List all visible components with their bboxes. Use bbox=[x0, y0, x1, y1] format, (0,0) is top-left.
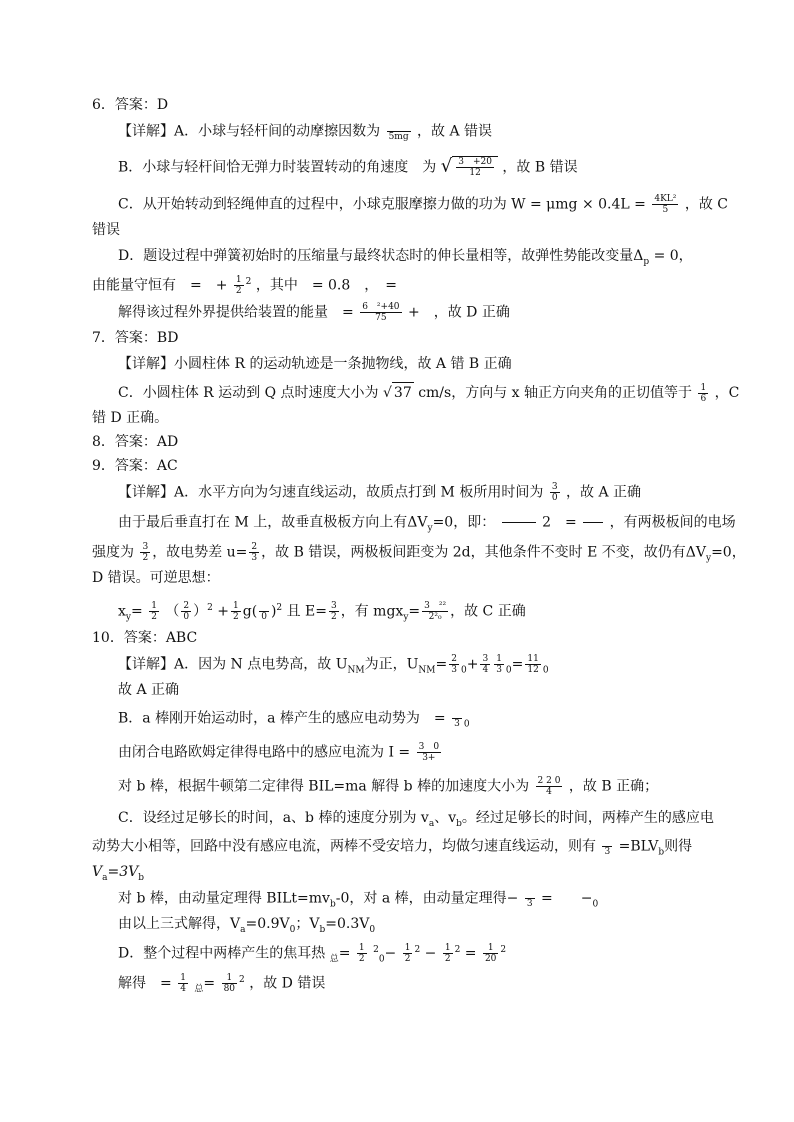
q10-line8-sub: a bbox=[102, 872, 108, 883]
q9-line5-frac2: $\frac{2}{0}$ bbox=[183, 601, 190, 623]
q9-line5a: x bbox=[118, 603, 126, 620]
q6-c-line2: 错误 bbox=[92, 222, 120, 238]
q10-line10-sub0: 0 bbox=[289, 924, 296, 935]
q10-line6-sub-a: a bbox=[428, 818, 435, 829]
q6-a-text: 【详解】A．小球与轻杆间的动摩擦因数为 bbox=[118, 123, 381, 140]
q9-line1a: 【详解】A．水平方向为匀速直线运动，故质点打到 M 板所用时间为 bbox=[118, 484, 544, 501]
q9-line3-sub: y bbox=[705, 553, 712, 564]
q9-line5g: ) bbox=[270, 603, 277, 620]
q9-line2a: 由于最后垂直打在 M 上，故垂直极板方向上有ΔV bbox=[118, 514, 428, 531]
q6-b-tail: ，故 B 错误 bbox=[502, 159, 578, 176]
q6-d-tail: = 0， bbox=[653, 248, 693, 264]
q7-fraction: $\frac{1}{6}$ bbox=[700, 382, 707, 404]
q9-line2 bbox=[118, 512, 736, 538]
q10-line5 bbox=[118, 776, 658, 797]
q10-line5-text: 对 b 棒，根据牛顿第二定律得 BIL=ma 解得 b 棒的加速度大小为 bbox=[118, 778, 530, 795]
q7-line2c: ，C bbox=[714, 385, 740, 401]
q6-c-text: C．从开始转动到轻绳伸直的过程中，小球克服摩擦力做的功为 W = μmg × 0.4L = bbox=[118, 196, 646, 213]
q10-line10-sub: a bbox=[240, 924, 246, 935]
q9-line3c: ，故 B 错误，两极板间距变为 2d，其他条件不变时 E 不变，故仍有ΔV bbox=[261, 544, 706, 561]
q6-a-line bbox=[118, 121, 492, 142]
q9-line3-fraction2: $\frac{2}{3}$ bbox=[251, 542, 258, 563]
q6-b-text: B．小球与轻杆间恰无弹力时装置转动的角速度 为 bbox=[118, 159, 437, 176]
q10-line4-text: 由闭合电路欧姆定律得电路中的感应电流为 I = bbox=[118, 744, 411, 761]
q10-line12-text: 解得 = bbox=[118, 975, 172, 992]
q9-title: 9．答案：AC bbox=[92, 458, 178, 474]
q10-line11-frac4: $\frac{1}{20}$ bbox=[484, 943, 497, 965]
q9-line3a: 强度为 bbox=[92, 544, 134, 561]
q9-line5-frac4: 0 bbox=[259, 601, 269, 622]
q10-line11-frac1: $\frac{1}{2}$ bbox=[358, 943, 365, 965]
q7-sqrt-value: 37 bbox=[392, 382, 414, 403]
q7-line3: 错 D 正确。 bbox=[92, 410, 169, 426]
q9-line1-fraction: $\frac{3}{0}$ bbox=[551, 482, 558, 503]
q10-line12: 解得 = $\frac{1}{4}$ $_总$= $\frac{1}{80}$ $^2$ ，故 D 错误 bbox=[118, 973, 326, 995]
q10-line7-text: 动势大小相等，回路中没有感应电流，两棒不受安培力，均做匀速直线运动，则有 bbox=[92, 838, 596, 855]
q9-line5e: + bbox=[217, 603, 230, 620]
q6-d-sub: p bbox=[643, 256, 650, 267]
q10-title: 10．答案：ABC bbox=[92, 630, 198, 646]
q9-line5k: ，故 C 正确 bbox=[450, 603, 526, 620]
q9-line2-sub: y bbox=[427, 523, 433, 534]
q9-line3d: =0， bbox=[711, 544, 746, 561]
q10-line1-frac3: $\frac{1}{3}$ bbox=[496, 654, 502, 675]
q6-a-fraction: 5mg bbox=[387, 121, 411, 142]
q7-line2a: C．小圆柱体 R 运动到 Q 点时速度大小为 bbox=[118, 385, 379, 401]
q6-c-fraction: $\frac{\text{4KL²}}{5}$ bbox=[654, 194, 677, 215]
q6-b-line bbox=[118, 156, 578, 178]
q9-line5j: = bbox=[408, 603, 421, 620]
q10-line1-frac4: $\frac{11}{12}$ bbox=[527, 654, 539, 675]
q10-line11e: = bbox=[464, 945, 477, 962]
q6-b-fraction: $\frac{3 +20}{12}$ bbox=[458, 157, 492, 178]
q9-line5-sub: y bbox=[125, 612, 131, 623]
q10-line9c: = − bbox=[541, 890, 593, 907]
q6-d-line bbox=[118, 246, 693, 272]
q10-line6 bbox=[118, 808, 714, 834]
q10-line1a: 【详解】A．因为 N 点电势高，故 U bbox=[118, 656, 348, 673]
q10-line10 bbox=[118, 914, 375, 940]
q10-line3-text: B．a 棒刚开始运动时，a 棒产生的感应电动势为 = bbox=[118, 710, 446, 727]
q10-line1: 【详解】A．因为 N 点电势高，故 $U_{NM}$为正，$U_{NM}=$ $\frac{2}{3}$ $_0$+ $\frac{3}{4}$ $\frac{1}{3}$ $_0$= $\frac{11}{12}$ $_0$ bbox=[118, 654, 549, 676]
q6-d-sup2: 2 bbox=[245, 277, 252, 287]
q10-line8b: =3V bbox=[107, 864, 139, 880]
q6-d-line2a: 由能量守恒有 = + bbox=[92, 277, 228, 294]
q10-line7c: 则得 bbox=[664, 838, 693, 855]
q6-d-line2b: ，其中 = 0.8 ， = bbox=[255, 277, 398, 294]
q6-d-text: D．题设过程中弹簧初始时的压缩量与最终状态时的伸长量相等，故弹性势能改变量Δ bbox=[118, 248, 644, 264]
q10-line1-frac2: $\frac{3}{4}$ bbox=[482, 654, 489, 675]
q10-line8a: V bbox=[92, 864, 103, 880]
q10-line12c: ，故 D 错误 bbox=[249, 975, 326, 992]
q9-line2-fraction2 bbox=[583, 512, 603, 533]
q9-line5i: ，有 mgx bbox=[340, 603, 404, 620]
q9-line5d: ） bbox=[193, 603, 208, 620]
q10-line10-text: 由以上三式解得，V bbox=[118, 916, 241, 932]
sqrt-icon: √ bbox=[382, 385, 392, 401]
q10-line7-sub: b bbox=[658, 847, 665, 858]
q9-line1 bbox=[118, 482, 641, 503]
q6-c-line bbox=[118, 194, 728, 215]
q10-line6-text: C．设经过足够长的时间，a、b 棒的速度分别为 v bbox=[118, 810, 429, 826]
q10-line8-sub2: b bbox=[138, 872, 145, 883]
q10-line11b: = bbox=[338, 945, 351, 962]
q10-line10-sub3: 0 bbox=[369, 924, 376, 935]
q10-line11c: − bbox=[384, 945, 397, 962]
q6-d-line3a: 解得该过程外界提供给装置的能量 = bbox=[118, 304, 354, 321]
q9-line5b: = bbox=[131, 603, 143, 620]
q10-line2: 故 A 正确 bbox=[118, 682, 180, 698]
q10-line1-sub: NM bbox=[347, 665, 365, 676]
q9-line4: D 错误。可逆思想： bbox=[92, 570, 220, 586]
q10-line11-frac2: $\frac{1}{2}$ bbox=[404, 943, 411, 965]
q9-line3b: ，故电势差 u= bbox=[152, 544, 248, 561]
q7-line2 bbox=[118, 382, 739, 404]
q10-line6b: 、v bbox=[434, 810, 457, 826]
q6-d-line2 bbox=[92, 272, 397, 296]
q9-line3 bbox=[92, 542, 746, 568]
q7-line1: 【详解】小圆柱体 R 的运动轨迹是一条抛物线，故 A 错 B 正确 bbox=[118, 356, 512, 372]
q9-line3-fraction: $\frac{3}{2}$ bbox=[142, 542, 149, 563]
q9-line2d: ，有两极板间的电场 bbox=[609, 514, 736, 531]
q10-line9b: -0，对 a 棒，由动量定理得− bbox=[335, 890, 519, 907]
q6-d-line3-fraction: $\frac{\text{6 ²+40}}{75}$ bbox=[362, 302, 400, 323]
q10-line11-text: D．整个过程中两棒产生的焦耳热 bbox=[118, 945, 326, 962]
q10-line8 bbox=[92, 862, 144, 888]
sqrt-icon: √ bbox=[440, 155, 453, 177]
q9-line2c: 2 = bbox=[542, 514, 577, 531]
q9-line5f: g( bbox=[242, 603, 258, 620]
q9-line5-frac1: $\frac{1}{2}$ bbox=[151, 601, 157, 623]
q10-line1e: = bbox=[511, 656, 524, 673]
q10-line3: B．a 棒刚开始运动时，a 棒产生的感应电动势为 = 3 $_0$ bbox=[118, 708, 470, 734]
q6-d-line2-fraction: $\frac{1}{2}$ bbox=[235, 275, 242, 297]
q10-line12-frac2: $\frac{1}{80}$ bbox=[223, 973, 236, 995]
q9-line5-frac6: $\frac{\text{3 ²²}}{\text{2²₀}}$ bbox=[424, 601, 447, 623]
q9-line5-frac3: $\frac{1}{2}$ bbox=[233, 601, 239, 623]
q10-line11-sub: 总 bbox=[329, 954, 339, 965]
q9-line2b: =0，即： bbox=[432, 514, 496, 531]
q6-title: 6．答案：D bbox=[92, 97, 169, 113]
q7-title: 7．答案：BD bbox=[92, 330, 179, 346]
q10-line1-frac1: $\frac{2}{3}$ bbox=[451, 654, 457, 675]
q10-line10-sub2: b bbox=[319, 924, 326, 935]
q10-line3-frac: 3 bbox=[452, 708, 462, 729]
q10-line11-frac3: $\frac{1}{2}$ bbox=[444, 943, 451, 965]
q10-line9-text: 对 b 棒，由动量定理得 BILt=mv bbox=[118, 890, 330, 907]
q10-line6c: 。经过足够长的时间，两棒产生的感应电 bbox=[461, 810, 714, 826]
q10-line4 bbox=[118, 742, 443, 763]
q9-line5c: （ bbox=[165, 603, 180, 620]
q10-line9: 对 b 棒，由动量定理得 $BILt=mv_b-0$，对 a 棒，由动量定理得− 3 = $-_0$ bbox=[118, 888, 598, 914]
q10-line1d: + bbox=[466, 656, 479, 673]
q10-line10b: =0.9V bbox=[245, 916, 290, 932]
q9-line5-frac5: $\frac{3}{2}$ bbox=[331, 601, 337, 623]
q10-line5-frac: $\frac{2 2 0}{4}$ bbox=[537, 776, 561, 797]
q10-line1b: 为正，U bbox=[364, 656, 419, 673]
q6-c-tail: ，故 C bbox=[684, 196, 729, 213]
q10-line10c: ；V bbox=[295, 916, 320, 932]
q8-title: 8．答案：AD bbox=[92, 434, 179, 450]
q10-line9-sub: b bbox=[329, 899, 336, 910]
q10-line1c: = bbox=[435, 656, 448, 673]
q6-d-line3b: + ，故 D 正确 bbox=[407, 304, 510, 321]
q9-line5: $x_y=$ $\frac{1}{2}$ （ $\frac{2}{0}$ ）$^2$ + $\frac{1}{2}$ g( 0 )$^2$ 且 E= $\frac{3}{2}$ ，有 mgx$_y$= $\frac{\text{3 ²²}}{\text{2²₀}}$ ，故 C 正确 bbox=[118, 601, 526, 623]
q10-line7b: =BLV bbox=[618, 838, 659, 855]
q10-line12b: = bbox=[203, 975, 216, 992]
q10-line11: D．整个过程中两棒产生的焦耳热 $_总$= $\frac{1}{2}$ $^2_0$− $\frac{1}{2}$ $^2$ − $\frac{1}{2}$ $^2$ = $\frac{1}{20}$ $^2$ bbox=[118, 943, 507, 965]
q9-line5h: 且 E= bbox=[286, 603, 327, 620]
q6-d-line3 bbox=[118, 302, 510, 323]
q10-line10d: =0.3V bbox=[325, 916, 370, 932]
q7-line2b: cm/s，方向与 x 轴正方向夹角的正切值等于 bbox=[418, 385, 692, 401]
q10-line7-frac: 3 bbox=[602, 836, 612, 857]
q10-line6-sub-b: b bbox=[456, 818, 462, 829]
q9-line2-fraction bbox=[502, 512, 536, 533]
q10-line9-frac: 3 bbox=[525, 888, 535, 909]
q6-a-tail: ，故 A 错误 bbox=[417, 123, 493, 140]
q9-line1b: ，故 A 正确 bbox=[566, 484, 642, 501]
q10-line12-frac1: $\frac{1}{4}$ bbox=[180, 973, 186, 995]
q10-line5b: ，故 B 正确； bbox=[568, 778, 659, 795]
q10-line4-frac: $\frac{3 0}{3+}$ bbox=[418, 742, 440, 763]
q10-line11d: − bbox=[424, 945, 437, 962]
q10-line7 bbox=[92, 836, 692, 862]
